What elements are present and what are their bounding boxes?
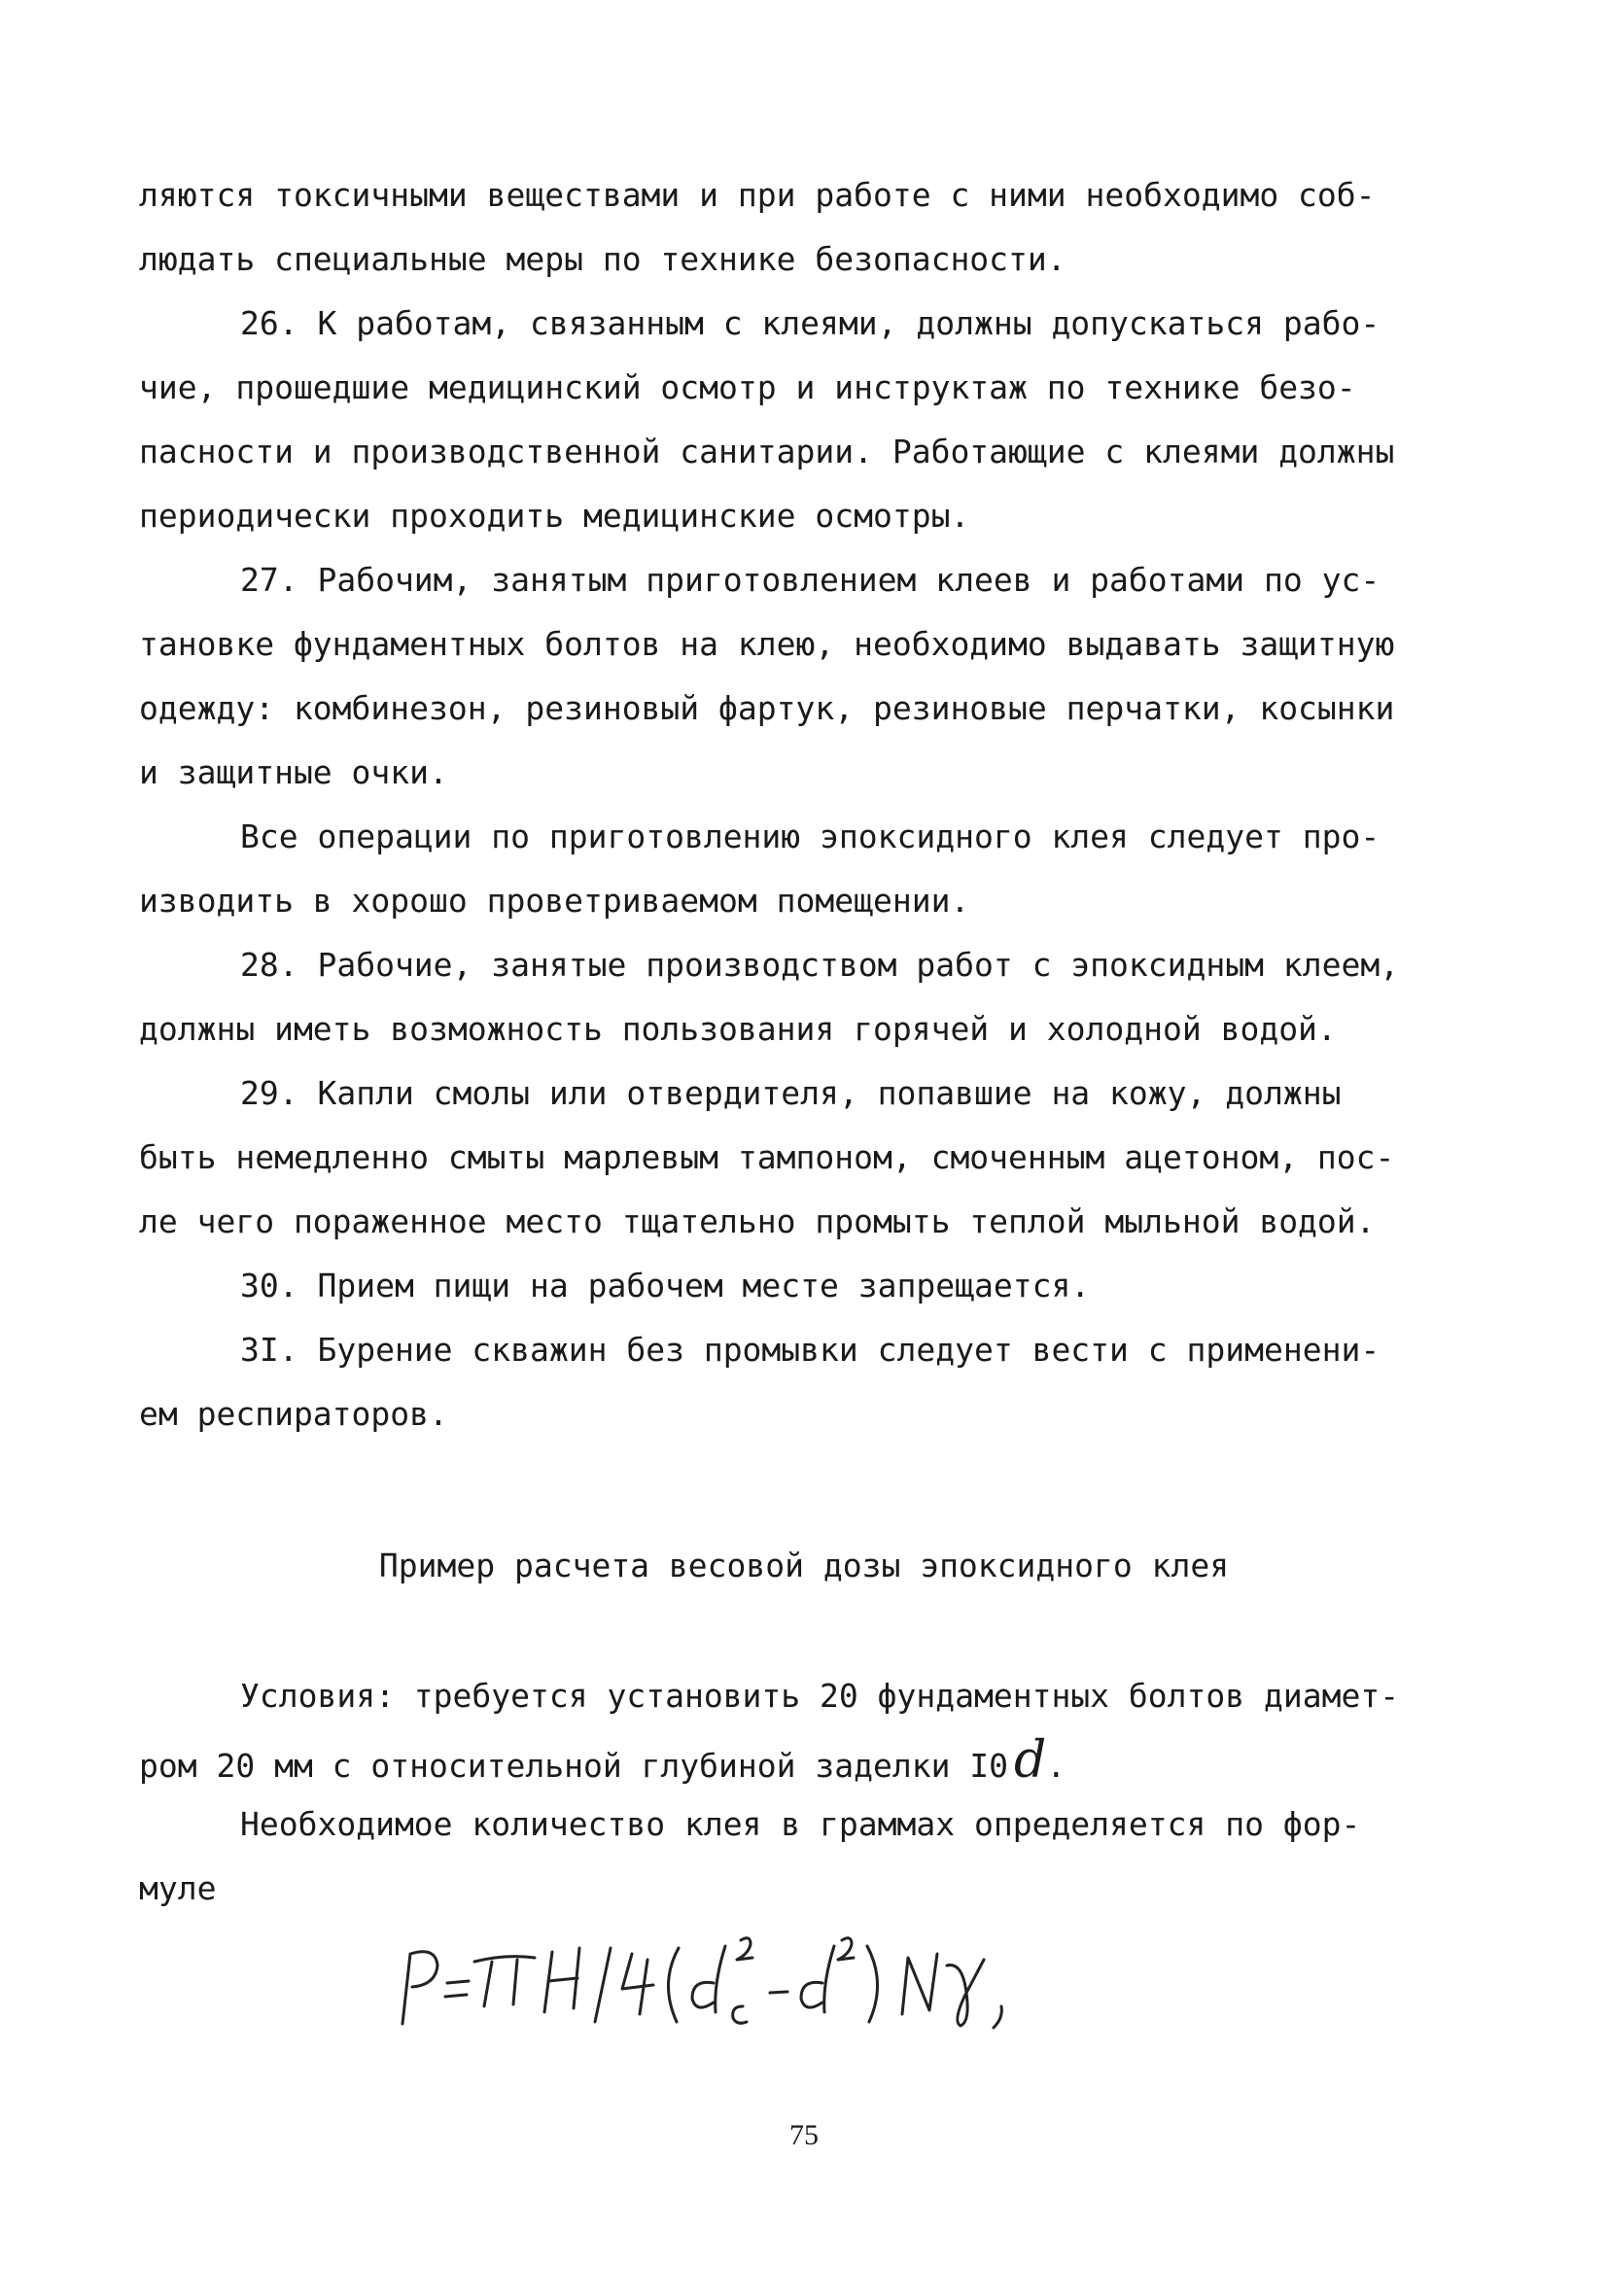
text-line: и защитные очки. xyxy=(139,753,448,791)
paragraph-28-line: 28. Рабочие, занятые производством работ с эпоксидным клеем, xyxy=(240,946,1400,984)
formula-intro-line: Необходимое количество клея в граммах определяется по фор- xyxy=(240,1805,1361,1843)
conditions-line: Условия: требуется установить 20 фундаментных болтов диамет- xyxy=(240,1677,1400,1715)
text-line: чие, прошедшие медицинский осмотр и инструктаж по технике безо- xyxy=(139,368,1356,406)
section-heading: Пример расчета весовой дозы эпоксидного клея xyxy=(378,1547,1230,1584)
text-line: ле чего пораженное место тщательно промыть теплой мыльной водой. xyxy=(139,1202,1376,1240)
paragraph-27-line: 27. Рабочим, занятым приготовлением клеев и работами по ус- xyxy=(240,561,1381,599)
formula-drawing xyxy=(389,1925,1069,2032)
paragraph-26-line: 26. К работам, связанным с клеями, должны допускаться рабо- xyxy=(240,304,1381,342)
paragraph-30-line: 30. Прием пищи на рабочем месте запрещается. xyxy=(240,1267,1091,1305)
conditions-text xyxy=(139,1664,1461,1921)
text-line: изводить в хорошо проветриваемом помещении. xyxy=(139,882,970,920)
text-line: одежду: комбинезон, резиновый фартук, резиновые перчатки, косынки xyxy=(139,689,1395,727)
text-line: ем респираторов. xyxy=(139,1395,448,1433)
conditions-line-2-end: . xyxy=(1046,1747,1066,1785)
conditions-line-2 xyxy=(139,1728,1461,1792)
paragraph-31-line: 3I. Бурение скважин без промывки следует вести с применени- xyxy=(240,1331,1381,1369)
text-line: пасности и производственной санитарии. Работающие с клеями должны xyxy=(139,433,1395,470)
body-text xyxy=(139,163,1461,1446)
handwritten-formula xyxy=(389,1925,1069,2032)
conditions-line-2-text: ром 20 мм с относительной глубиной заделки I0 xyxy=(139,1747,1009,1785)
text-line: людать специальные меры по технике безопасности. xyxy=(139,240,1066,278)
text-line: быть немедленно смыты марлевым тампоном, смоченным ацетоном, пос- xyxy=(139,1138,1395,1176)
paragraph-29-line: 29. Капли смолы или отвердителя, попавшие на кожу, должны xyxy=(240,1074,1342,1112)
page-number: 75 xyxy=(789,2119,819,2151)
text-line: ляются токсичными веществами и при работе с ними необходимо соб- xyxy=(139,176,1376,214)
text-line: тановке фундаментных болтов на клею, необходимо выдавать защитную xyxy=(139,625,1395,663)
text-line: должны иметь возможность пользования горячей и холодной водой. xyxy=(139,1010,1337,1048)
text-line: периодически проходить медицинские осмотры. xyxy=(139,497,970,535)
handwritten-d: d xyxy=(1014,1731,1047,1790)
paragraph-operations-line: Все операции по приготовлению эпоксидного клея следует про- xyxy=(240,818,1381,855)
text-line: муле xyxy=(139,1869,217,1907)
